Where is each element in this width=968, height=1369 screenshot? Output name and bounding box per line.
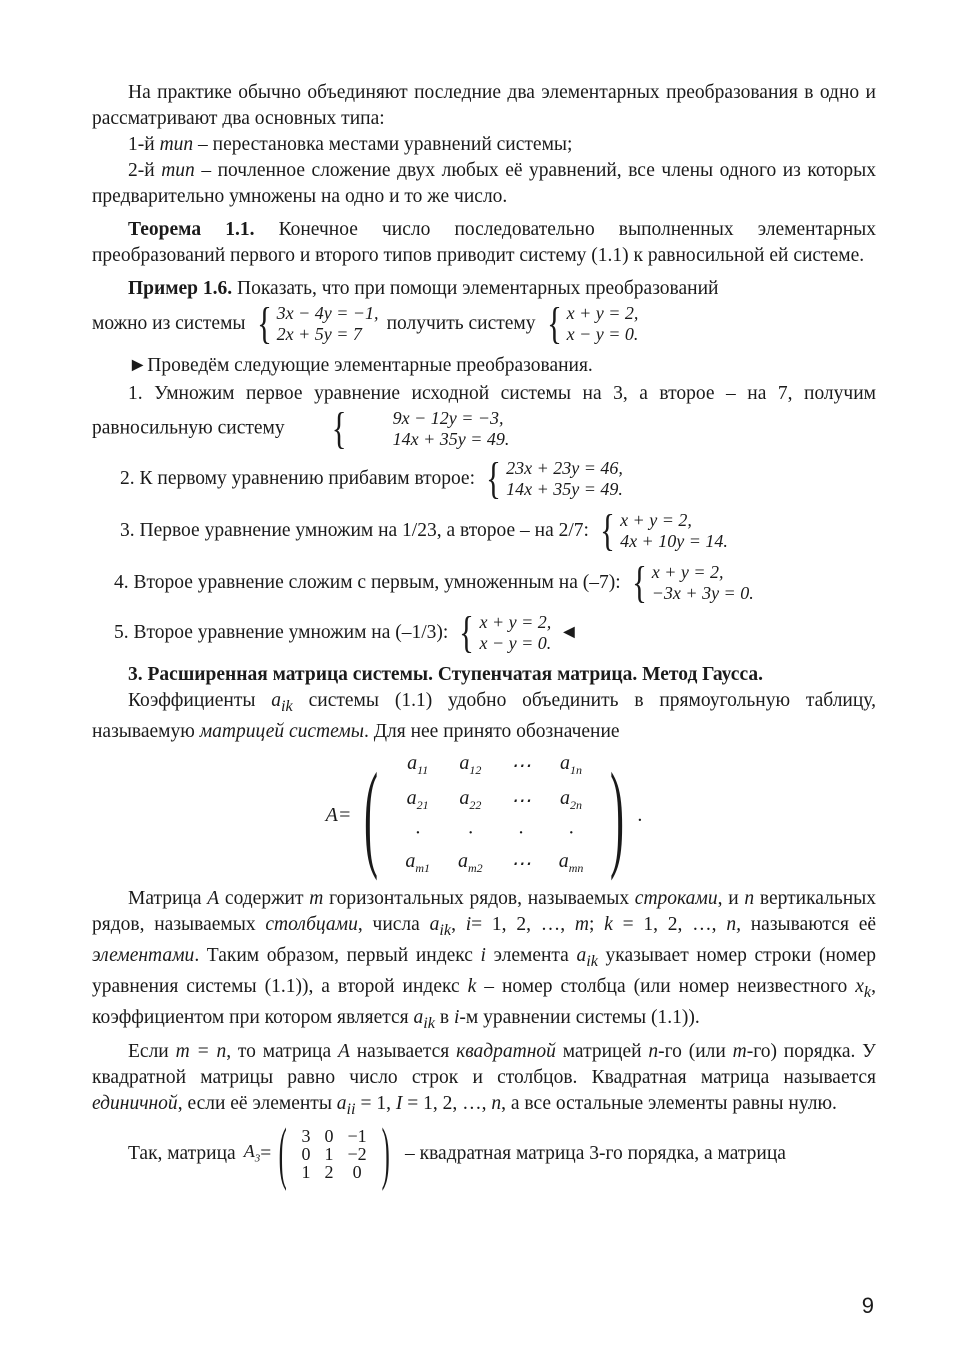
type1-italic: тип (159, 134, 194, 155)
matrix-table (391, 749, 597, 882)
symbol: n (491, 1093, 502, 1115)
symbol-base: a (576, 944, 587, 966)
system-eq: 2x + 5y = 7 (276, 324, 362, 344)
text: элемента (485, 944, 577, 966)
matrix-row (295, 1163, 374, 1181)
text: системы (1.1) удобно объединить в прямоугольную таблицу, называемую (92, 690, 876, 742)
matrix-row (391, 784, 597, 819)
symbol-sub: ik (586, 951, 598, 970)
text: -го) порядка. У квадратной матрицы равно число строк и столбцов. Квадратная матрица называется (92, 1041, 876, 1089)
matrix-dot: . (637, 804, 643, 827)
example-line1 (92, 276, 876, 302)
matrix-cell: ⋯ (510, 755, 531, 778)
symbol (429, 913, 452, 939)
matrix-intro (92, 688, 876, 745)
text: = 1, 2, …, (471, 913, 575, 935)
type1-prefix: 1-й (128, 134, 160, 155)
step5-text: 5. Второе уравнение умножим на (–1/3): (114, 622, 449, 643)
step4-text: 4. Второе уравнение сложим с первым, умноженным на (–7): (114, 572, 621, 593)
matrix-cell: 1 (324, 1144, 334, 1165)
system-eq: x − y = 0. (566, 324, 639, 344)
example-line2 (92, 299, 876, 348)
paragraph-example-matrix (92, 1115, 876, 1193)
step2-text: 2. К первому уравнению прибавим второе: (120, 468, 476, 489)
symbol-sub: ik (439, 920, 452, 939)
matrix-cell: $a_{m1}$ (405, 849, 431, 875)
matrix-cell: · (568, 821, 574, 844)
matrix-cell: ⋯ (510, 790, 531, 813)
term-rows: строками (634, 887, 718, 909)
matrix-cell: · (415, 821, 421, 844)
term-matrix-of-system: матрицей системы (199, 720, 364, 742)
theorem (92, 217, 876, 269)
symbol: n (744, 887, 755, 909)
symbol-sub: 3 (254, 1152, 261, 1165)
left-paren: ( (364, 748, 379, 882)
text: Коэффициенты (128, 690, 272, 711)
type2-rest: – почленное сложение двух любых её уравнений, все члены одного из которых предварительно умножены на одно и то же число. (92, 160, 876, 207)
matrix-cell: $a_{22}$ (459, 786, 482, 812)
step3-text: 3. Первое уравнение умножим на 1/23, а второе – на 2/7: (120, 520, 589, 541)
text: в (435, 1006, 454, 1028)
matrix-cell: 0 (324, 1126, 334, 1147)
paragraph-type-2 (92, 158, 876, 210)
matrix-A (92, 749, 876, 882)
symbol (413, 1006, 435, 1032)
matrix-cell: 0 (301, 1144, 311, 1165)
text: содержит (219, 887, 310, 909)
term-cols: столбцами (265, 913, 358, 935)
text: -го (или (658, 1041, 733, 1063)
example-text3: получить систему (386, 313, 536, 334)
text: , коэффициентом при котором является (92, 975, 876, 1028)
symbol: m = n (175, 1041, 227, 1063)
theorem-text: Конечное число последовательно выполненных элементарных преобразований первого и второго типов приводит систему (1.1) к равносильной ей системе. (92, 219, 876, 266)
system-eq: 4x + 10y = 14. (620, 531, 728, 551)
matrix-cell: −2 (347, 1144, 367, 1165)
symbol: A (337, 1041, 350, 1063)
matrix-cell: ⋯ (510, 853, 531, 876)
step-1 (92, 381, 876, 451)
matrix-row (295, 1127, 374, 1145)
text: , и (717, 887, 745, 909)
symbol: I (395, 1093, 403, 1115)
text: вертикальных рядов, называемых (92, 887, 876, 935)
symbol: k (604, 913, 613, 935)
system-eq: 9x − 12y = −3, (392, 408, 504, 428)
proof-end-marker: ◄ (559, 622, 579, 643)
matrix-cell: 1 (301, 1162, 311, 1183)
type1-rest: – перестановка местами уравнений системы; (193, 134, 573, 155)
system-step4: { x + y = 2, −3x + 3y = 0. (631, 558, 754, 607)
text: , числа (357, 913, 430, 935)
text: , то матрица (226, 1041, 338, 1063)
symbol-base: A (243, 1140, 255, 1161)
symbol-sub: ii (346, 1100, 356, 1119)
matrix-A3-table (295, 1127, 374, 1181)
system-eq: x + y = 2, (479, 612, 552, 632)
symbol: n (648, 1041, 659, 1063)
text: называются её (740, 913, 877, 935)
symbol (271, 690, 293, 715)
text: горизонтальных рядов, называемых (323, 887, 635, 909)
step-5 (92, 608, 876, 657)
symbol-base: a (336, 1093, 347, 1115)
text: – номер столбца (или номер неизвестного (476, 975, 856, 997)
symbol (336, 1093, 356, 1119)
system-step1: { 9x − 12y = −3, 14x + 35y = 49. (331, 404, 510, 453)
symbol: n, (726, 913, 741, 935)
system-step5: { x + y = 2, x − y = 0. (459, 608, 552, 657)
matrix-cell: $a_{11}$ (407, 751, 429, 777)
section-title-text: 3. Расширенная матрица системы. Ступенчатая матрица. Метод Гаусса. (128, 664, 763, 685)
text: , если её элементы (177, 1093, 337, 1115)
system-original: { 3x − 4y = −1, 2x + 5y = 7 (256, 299, 379, 348)
system-eq: 3x − 4y = −1, (276, 303, 379, 323)
symbol-sub: k (863, 982, 872, 1001)
text: , (451, 913, 466, 935)
system-target: { x + y = 2, x − y = 0. (546, 299, 639, 348)
theorem-label: Теорема 1.1. (128, 219, 255, 240)
symbol: i (480, 944, 486, 966)
matrix-lhs: A= (325, 804, 352, 827)
system-step3: { x + y = 2, 4x + 10y = 14. (600, 506, 728, 555)
text: = 1, (355, 1093, 396, 1115)
matrix-cell: · (518, 821, 524, 844)
system-eq: x + y = 2, (651, 562, 724, 582)
symbol: k (467, 975, 477, 997)
symbol-sub: ik (423, 1013, 435, 1032)
left-paren: ( (278, 1115, 287, 1193)
symbol-base: a (271, 690, 282, 711)
term-square: квадратной (456, 1041, 556, 1063)
step-2 (92, 454, 876, 503)
paragraph-intro: На практике обычно объединяют последние два элементарных преобразования в одно и рассматривают два основных типа: (92, 82, 876, 129)
symbol-base: x (855, 975, 864, 997)
text: ; (588, 913, 605, 935)
text: Так, матрица (128, 1143, 236, 1165)
symbol: m (309, 887, 324, 909)
step-4 (92, 558, 876, 607)
proof-start: ►Проведём следующие элементарные преобразования. (128, 355, 593, 376)
system-eq: 14x + 35y = 49. (506, 479, 623, 499)
text: . Таким образом, первый индекс (194, 944, 481, 966)
step-3 (92, 506, 876, 555)
type2-italic: тип (161, 160, 195, 181)
system-eq: x + y = 2, (620, 510, 692, 530)
symbol: m (574, 913, 589, 935)
matrix-A3 (243, 1115, 397, 1193)
matrix-cell: $a_{21}$ (406, 786, 429, 812)
system-step2: { 23x + 23y = 46, 14x + 35y = 49. (486, 454, 623, 503)
example-label: Пример 1.6. (128, 278, 233, 299)
paragraph-rows-cols (92, 886, 876, 1036)
symbol: i (465, 913, 472, 935)
matrix-cell: 3 (301, 1126, 311, 1147)
equals-sign: = (260, 1143, 272, 1165)
matrix-row (391, 819, 597, 847)
symbol: i (453, 1006, 460, 1028)
section-title (92, 662, 876, 688)
text: указывает номер строки (номер уравнения системы (1.1)), а второй индекс (92, 944, 877, 997)
matrix-cell: 2 (324, 1162, 334, 1183)
type2-prefix: 2-й (128, 160, 162, 181)
text: , а все остальные элементы равны нулю. (501, 1093, 837, 1115)
matrix-row (391, 847, 597, 882)
matrix-cell: · (467, 821, 473, 844)
text: = 1, 2, …, (402, 1093, 492, 1115)
term-elements: элементами (92, 944, 195, 966)
matrix-cell: $a_{mn}$ (558, 849, 584, 875)
symbol (244, 1138, 261, 1172)
term-unit: единичной (92, 1093, 178, 1115)
system-eq: −3x + 3y = 0. (651, 583, 754, 603)
matrix-cell: −1 (347, 1126, 367, 1147)
text: -м уравнении системы (1.1)). (459, 1006, 700, 1028)
text: – квадратная матрица 3-го порядка, а матрица (404, 1143, 786, 1165)
symbol-sub: ik (281, 696, 293, 715)
paragraph-square (92, 1039, 876, 1122)
system-eq: x + y = 2, (566, 303, 639, 323)
example-text1: Показать, что при помощи элементарных преобразований (232, 278, 719, 299)
text: Если (128, 1041, 176, 1063)
text: = 1, 2, …, (612, 913, 727, 935)
system-eq: 23x + 23y = 46, (506, 458, 623, 478)
matrix-cell: 0 (352, 1162, 362, 1183)
matrix-cell: $a_{12}$ (459, 751, 482, 777)
text: матрицей (555, 1041, 649, 1063)
matrix-cell: $a_{2n}$ (560, 786, 583, 812)
text: Матрица (128, 887, 208, 909)
symbol: m (732, 1041, 747, 1063)
matrix-cell: $a_{m2}$ (458, 849, 483, 875)
symbol-base: a (429, 913, 440, 935)
page-content (92, 80, 877, 1193)
system-eq: x − y = 0. (479, 633, 552, 653)
right-paren: ) (381, 1115, 390, 1193)
symbol (855, 975, 872, 1001)
symbol-base: a (413, 1006, 424, 1028)
matrix-row (391, 749, 597, 784)
example-text2: можно из системы (92, 313, 246, 334)
text: . Для нее принято обозначение (363, 720, 620, 742)
page-number: 9 (861, 1293, 874, 1318)
paragraph-type-1 (92, 132, 876, 158)
step1-text: 1. Умножим первое уравнение исходной системы на 3, а второе – на 7, получим равносильную систему (92, 383, 876, 439)
right-paren: ) (610, 748, 625, 882)
system-eq: 14x + 35y = 49. (392, 429, 510, 449)
text: называется (349, 1041, 457, 1063)
symbol: A (207, 887, 220, 909)
symbol (576, 944, 598, 970)
matrix-row (295, 1145, 374, 1163)
matrix-cell: $a_{1n}$ (560, 751, 583, 777)
